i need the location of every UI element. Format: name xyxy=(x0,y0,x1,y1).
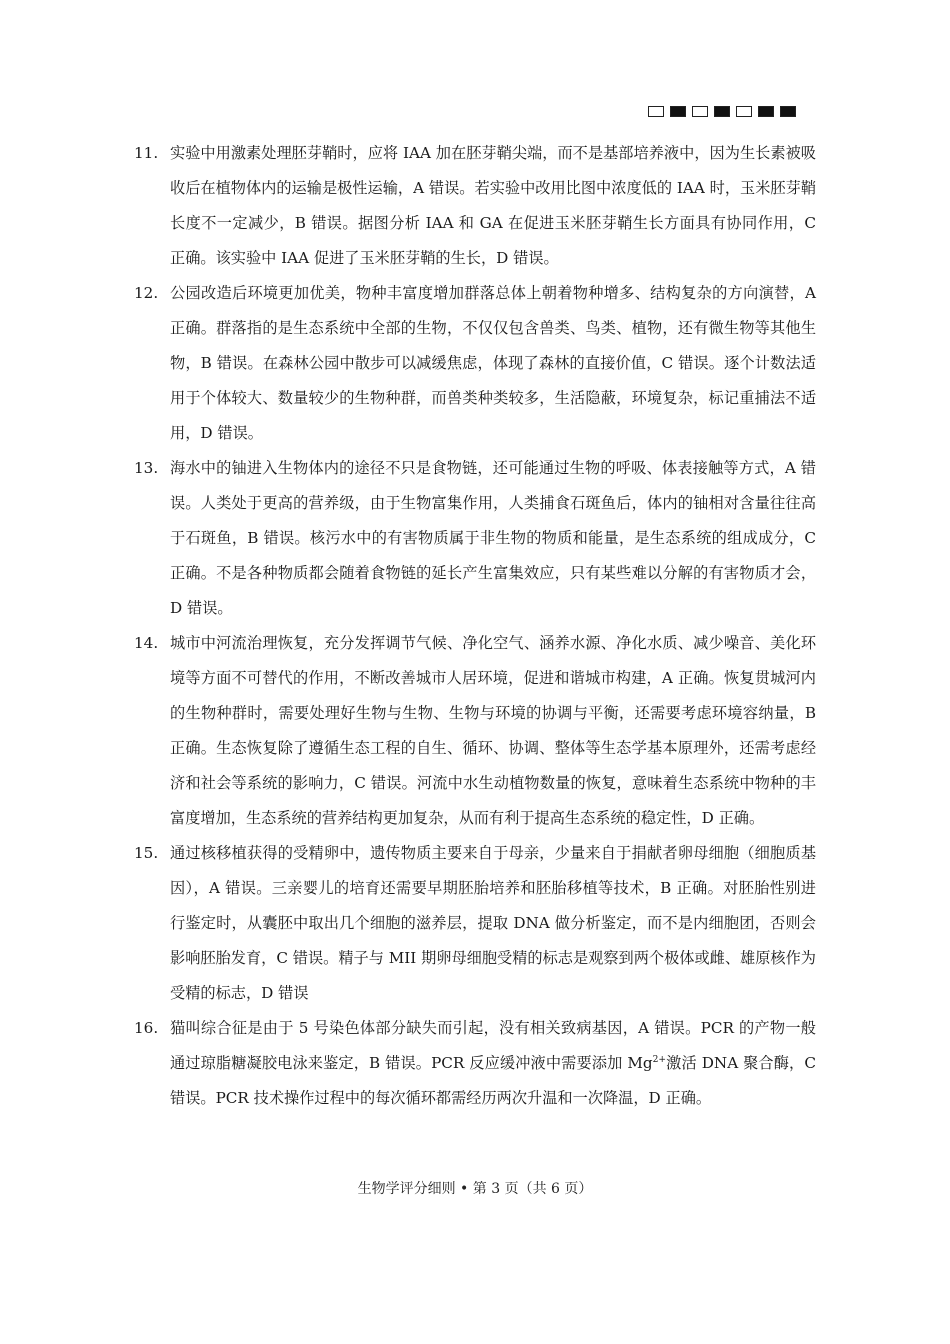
answer-item-11 xyxy=(134,136,816,276)
header-mark xyxy=(714,106,730,117)
answer-item-13 xyxy=(134,451,816,626)
answer-item-14 xyxy=(134,626,816,836)
header-mark xyxy=(736,106,752,117)
item-text xyxy=(170,1011,816,1116)
header-marks xyxy=(648,106,796,117)
header-mark xyxy=(648,106,664,117)
item-number: 13. xyxy=(134,459,159,477)
answer-item-16 xyxy=(134,1011,816,1116)
item-text: 公园改造后环境更加优美，物种丰富度增加群落总体上朝着物种增多、结构复杂的方向演替，A 正确。群落指的是生态系统中全部的生物，不仅仅包含兽类、鸟类、植物，还有微生物等其他生物，B 错误。在森林公园中散步可以减缓焦虑，体现了森林的直接价值，C 错误。逐个计数法适用于个体较大、数量较少的生物种群，而兽类种类较多，生活隐蔽，环境复杂，标记重捕法不适用，D 错误。 xyxy=(170,284,816,442)
header-mark xyxy=(692,106,708,117)
item-number: 11. xyxy=(134,144,159,162)
page-footer: 生物学评分细则 • 第 3 页（共 6 页） xyxy=(357,1181,593,1197)
item-text-part: 激活 DNA 聚合酶，C 错误。PCR 技术操作过程中的每次循环都需经历两次升温和一次降温，D 正确。 xyxy=(170,1054,816,1107)
item-number: 14. xyxy=(134,634,159,652)
item-number: 15. xyxy=(134,844,159,862)
item-text: 实验中用激素处理胚芽鞘时，应将 IAA 加在胚芽鞘尖端，而不是基部培养液中，因为生长素被吸收后在植物体内的运输是极性运输，A 错误。若实验中改用比图中浓度低的 IAA 时，玉米胚芽鞘长度不一定减少，B 错误。据图分析 IAA 和 GA 在促进玉米胚芽鞘生长方面具有协同作用，C 正确。该实验中 IAA 促进了玉米胚芽鞘的生长，D 错误。 xyxy=(170,144,816,267)
header-mark xyxy=(780,106,796,117)
header-mark xyxy=(758,106,774,117)
item-text: 通过核移植获得的受精卵中，遗传物质主要来自于母亲，少量来自于捐献者卵母细胞（细胞质基因），A 错误。三亲婴儿的培育还需要早期胚胎培养和胚胎移植等技术，B 正确。对胚胎性别进行鉴定时，从囊胚中取出几个细胞的滋养层，提取 DNA 做分析鉴定，而不是内细胞团，否则会影响胚胎发育，C 错误。精子与 MII 期卵母细胞受精的标志是观察到两个极体或雌、雄原核作为受精的标志，D 错误 xyxy=(170,844,816,1002)
answer-item-12 xyxy=(134,276,816,451)
item-text: 海水中的铀进入生物体内的途径不只是食物链，还可能通过生物的呼吸、体表接触等方式，A 错误。人类处于更高的营养级，由于生物富集作用，人类捕食石斑鱼后，体内的铀相对含量往往高于石斑鱼，B 错误。核污水中的有害物质属于非生物的物质和能量，是生态系统的组成成分，C 正确。不是各种物质都会随着食物链的延长产生富集效应，只有某些难以分解的有害物质才会，D 错误。 xyxy=(170,459,816,617)
superscript-charge: 2+ xyxy=(652,1054,667,1065)
item-number: 12. xyxy=(134,284,159,302)
header-mark xyxy=(670,106,686,117)
item-text: 城市中河流治理恢复，充分发挥调节气候、净化空气、涵养水源、净化水质、减少噪音、美化环境等方面不可替代的作用，不断改善城市人居环境，促进和谐城市构建，A 正确。恢复贯城河内的生物种群时，需要处理好生物与生物、生物与环境的协调与平衡，还需要考虑环境容纳量，B 正确。生态恢复除了遵循生态工程的自生、循环、协调、整体等生态学基本原理外，还需考虑经济和社会等系统的影响力，C 错误。河流中水生动植物数量的恢复，意味着生态系统中物种的丰富度增加，生态系统的营养结构更加复杂，从而有利于提高生态系统的稳定性，D 正确。 xyxy=(170,634,816,827)
answer-item-15 xyxy=(134,836,816,1011)
item-number: 16. xyxy=(134,1019,159,1037)
item-text-part: 猫叫综合征是由于 5 号染色体部分缺失而引起，没有相关致病基因，A 错误。PCR 的产物一般通过琼脂糖凝胶电泳来鉴定，B 错误。PCR 反应缓冲液中需要添加 Mg xyxy=(170,1019,816,1072)
answer-list xyxy=(134,136,816,1116)
